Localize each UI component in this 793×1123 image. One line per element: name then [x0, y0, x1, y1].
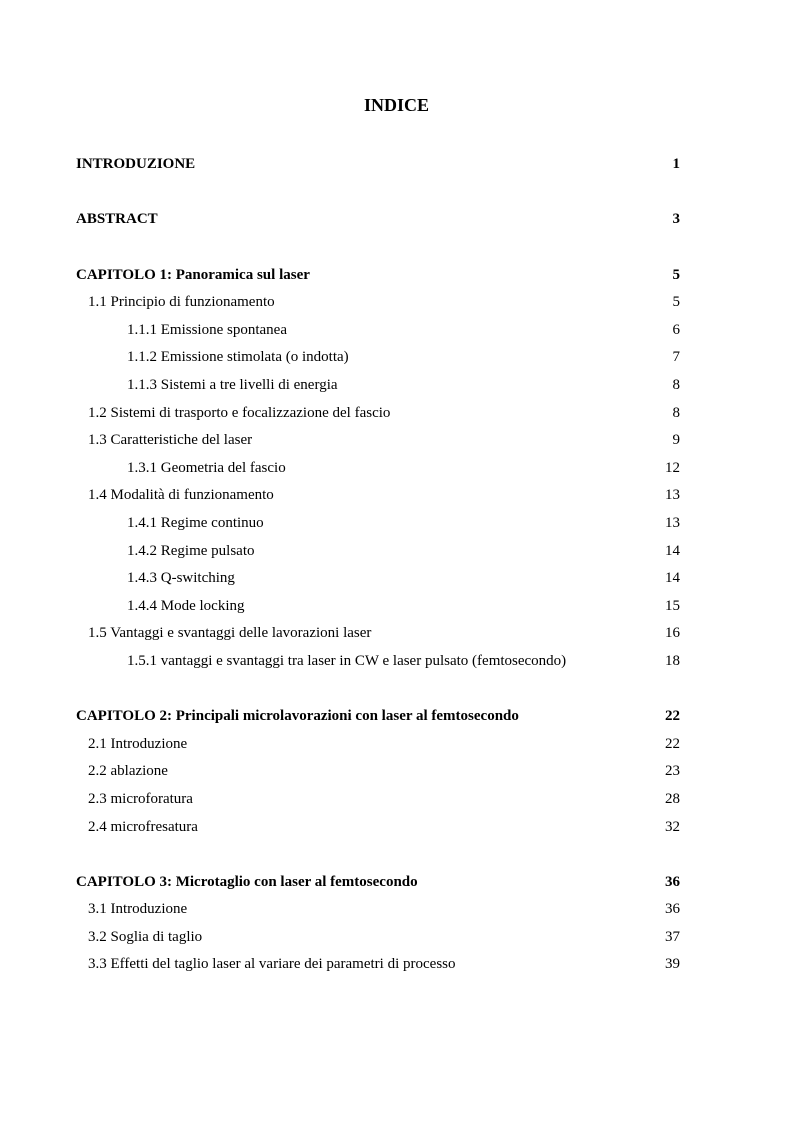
toc-entry-text: 3.1 Introduzione	[88, 901, 188, 917]
toc-entry-page: 36	[665, 901, 680, 917]
toc-entry-page: 15	[665, 598, 680, 614]
toc-entry-section-1-5-1	[0, 651, 793, 671]
toc-entry-section-1-4-4	[0, 596, 793, 616]
toc-entry-section-3-3	[0, 954, 793, 974]
toc-entry-text: 2.1 Introduzione	[88, 736, 188, 752]
toc-entry-section-1-5	[0, 623, 793, 643]
toc-entry-text: 1.4.1 Regime continuo	[127, 515, 264, 531]
toc-entry-text: 1.4.3 Q-switching	[127, 570, 235, 586]
toc-entry-section-1-4-2	[0, 541, 793, 561]
toc-entry-capitolo-1	[0, 265, 793, 285]
toc-entry-section-1-3-1	[0, 458, 793, 478]
toc-entry-text: 1.1 Principio di funzionamento	[88, 294, 275, 310]
toc-entry-text: 1.1.1 Emissione spontanea	[127, 322, 287, 338]
page-title: INDICE	[363, 95, 429, 115]
toc-entry-abstract	[0, 209, 793, 229]
toc-entry-page: 32	[665, 819, 680, 835]
toc-entry-text: 1.4.4 Mode locking	[127, 598, 245, 614]
toc-entry-text: 2.3 microforatura	[88, 791, 193, 807]
toc-entry-section-1-1	[0, 292, 793, 312]
toc-entry-text: 1.3.1 Geometria del fascio	[127, 460, 286, 476]
toc-entry-introduzione	[0, 154, 793, 174]
toc-entry-page: 22	[665, 708, 680, 724]
toc-entry-page: 5	[672, 267, 680, 283]
toc-entry-page: 13	[665, 487, 680, 503]
toc-entry-page: 9	[672, 432, 680, 448]
toc-entry-section-1-4	[0, 485, 793, 505]
toc-entry-page: 23	[665, 763, 680, 779]
toc-entry-page: 22	[665, 736, 680, 752]
toc-entry-text: CAPITOLO 1: Panoramica sul laser	[76, 267, 310, 283]
toc-entry-page: 14	[665, 543, 680, 559]
toc-entry-section-1-3	[0, 430, 793, 450]
toc-entry-page: 1	[672, 156, 680, 172]
toc-entry-text: 1.5.1 vantaggi e svantaggi tra laser in CW e laser pulsato (femtosecondo)	[127, 653, 567, 669]
toc-entry-section-1-4-1	[0, 513, 793, 533]
toc-entry-text: 1.1.2 Emissione stimolata (o indotta)	[127, 349, 349, 365]
toc-entry-text: 3.2 Soglia di taglio	[88, 929, 203, 945]
toc-entry-text: ABSTRACT	[76, 211, 158, 227]
toc-entry-capitolo-2	[0, 706, 793, 726]
toc-entry-section-2-1	[0, 734, 793, 754]
toc-entry-text: 2.4 microfresatura	[88, 819, 198, 835]
toc-entry-page: 6	[672, 322, 680, 338]
toc-entry-section-2-2	[0, 761, 793, 781]
toc-entry-text: 1.3 Caratteristiche del laser	[88, 432, 253, 448]
toc-entry-page: 28	[665, 791, 680, 807]
toc-entry-section-2-3	[0, 789, 793, 809]
toc-entry-text: INTRODUZIONE	[76, 156, 196, 172]
toc-entry-section-2-4	[0, 817, 793, 837]
toc-entry-page: 8	[672, 377, 680, 393]
toc-entry-text: 3.3 Effetti del taglio laser al variare dei parametri di processo	[88, 956, 456, 972]
toc-entry-text: 1.4 Modalità di funzionamento	[88, 487, 274, 503]
toc-entry-section-1-1-2	[0, 347, 793, 367]
toc-entry-page: 13	[665, 515, 680, 531]
toc-entry-capitolo-3	[0, 872, 793, 892]
toc-entry-section-3-1	[0, 899, 793, 919]
toc-entry-section-1-1-3	[0, 375, 793, 395]
toc-entry-page: 39	[665, 956, 680, 972]
toc-entry-section-1-4-3	[0, 568, 793, 588]
toc-entry-page: 3	[672, 211, 680, 227]
toc-entry-section-1-1-1	[0, 320, 793, 340]
toc-entry-text: CAPITOLO 3: Microtaglio con laser al femtosecondo	[76, 874, 418, 890]
toc-entry-page: 7	[672, 349, 680, 365]
toc-entry-text: 2.2 ablazione	[88, 763, 168, 779]
toc-entry-page: 18	[665, 653, 680, 669]
toc-entry-page: 8	[672, 405, 680, 421]
toc-entry-page: 12	[665, 460, 680, 476]
toc-entry-text: 1.2 Sistemi di trasporto e focalizzazione del fascio	[88, 405, 391, 421]
toc-entry-text: 1.1.3 Sistemi a tre livelli di energia	[127, 377, 338, 393]
toc-entry-text: 1.4.2 Regime pulsato	[127, 543, 255, 559]
toc-entry-page: 37	[665, 929, 680, 945]
toc-entry-text: CAPITOLO 2: Principali microlavorazioni con laser al femtosecondo	[76, 708, 519, 724]
toc-entry-page: 16	[665, 625, 680, 641]
toc-entry-page: 5	[672, 294, 680, 310]
toc-entry-text: 1.5 Vantaggi e svantaggi delle lavorazioni laser	[88, 625, 372, 641]
toc-entry-page: 36	[665, 874, 680, 890]
toc-entry-section-1-2	[0, 403, 793, 423]
toc-entry-page: 14	[665, 570, 680, 586]
toc-entry-section-3-2	[0, 927, 793, 947]
